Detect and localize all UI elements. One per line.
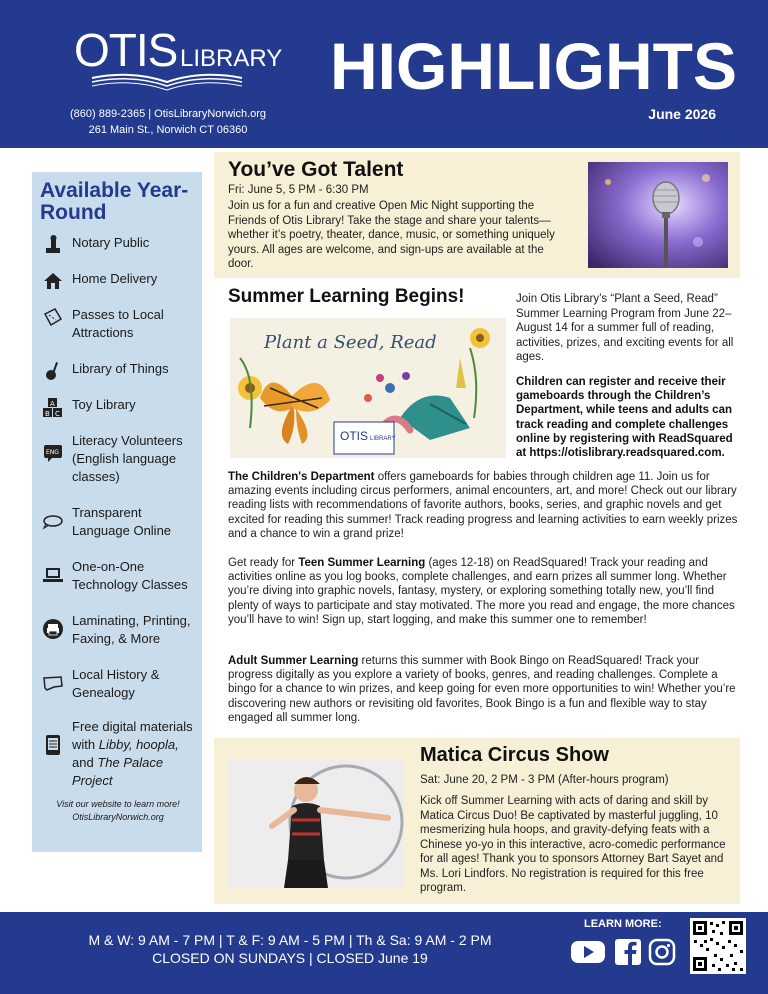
sidebar-item-technology-classes (40, 558, 200, 594)
page-title: HIGHLIGHTS (330, 29, 737, 103)
otis-library-logo[interactable] (72, 22, 283, 102)
learn-more-label: LEARN MORE: (584, 918, 662, 930)
svg-text:ENG: ENG (46, 449, 59, 456)
sidebar-item-notary (40, 234, 200, 256)
abc-blocks-icon (40, 396, 66, 418)
guitar-icon (40, 360, 66, 382)
talent-event-card (214, 152, 740, 278)
printer-icon (40, 618, 66, 640)
adult-summer-paragraph: Adult Summer Learning returns this summer with Book Bingo on ReadSquared! Track your progress digitally as you explore a variety of books, genres, and reading challenges. Complete a bingo for a chance to win prizes, and keep going for even more opportunities to win! Whether you’re discovering new authors or revisiting old favorites, Book Bingo is a fun and flexible way to stay engaged all summer long. (228, 655, 736, 724)
sidebar-item-local-history (40, 666, 200, 702)
matica-datetime: Sat: June 20, 2 PM - 3 PM (After-hours program) (420, 774, 669, 786)
sidebar-item-toy-library (40, 396, 200, 418)
sidebar-website-note[interactable]: Visit our website to learn more! OtisLibraryNorwich.org (56, 799, 180, 822)
sidebar-item-label: Local History & Genealogy (72, 667, 160, 700)
house-icon (40, 270, 66, 292)
contact-info (60, 106, 276, 138)
svg-text:C: C (55, 410, 60, 418)
sidebar-item-library-of-things (40, 360, 200, 382)
summer-learning-title: Summer Learning Begins! (228, 286, 465, 307)
sidebar-title: Available Year-Round (40, 179, 189, 224)
footer-banner (0, 912, 768, 994)
matica-title: Matica Circus Show (420, 744, 609, 766)
sidebar-item-label: Laminating, Printing, Faxing, & More (72, 613, 191, 646)
connecticut-map-icon (40, 672, 66, 694)
logo-main-text: OTIS (74, 24, 178, 76)
header-banner (0, 0, 768, 148)
matica-event-card (214, 738, 740, 904)
sidebar-item-literacy-volunteers (40, 432, 200, 486)
sidebar-item-label: Literacy Volunteers (English language classes) (72, 433, 183, 484)
summer-registration-info: Children can register and receive their gameboards through the Children’s Department, while teens and adults can track reading and complete challenges online by registering with ReadSquared at https://otislibrary.readsquared.com. (516, 376, 733, 460)
sidebar-item-label: Home Delivery (72, 271, 158, 286)
sidebar-item-label: Free digital materials with Libby, hoopla, and The Palace Project (72, 719, 193, 788)
sidebar-item-laminating-printing (40, 612, 200, 648)
hours-line-2: CLOSED ON SUNDAYS | CLOSED June 19 (152, 950, 428, 966)
art-title-text: Plant a Seed, Read (264, 332, 437, 353)
teen-lead: Teen Summer Learning (298, 557, 426, 569)
plant-a-seed-read-artwork (230, 318, 506, 458)
sidebar-item-digital-materials (40, 718, 200, 790)
facebook-icon[interactable] (614, 938, 642, 966)
eng-speech-bubble-icon (40, 442, 66, 464)
logo-sub-text: LIBRARY (180, 45, 283, 72)
sidebar-item-home-delivery (40, 270, 200, 292)
adult-lead: Adult Summer Learning (228, 655, 359, 667)
available-year-round-sidebar (32, 172, 202, 852)
youtube-icon[interactable] (570, 938, 598, 966)
sidebar-item-label: Library of Things (72, 361, 169, 376)
instagram-icon[interactable] (648, 938, 676, 966)
sidebar-item-passes (40, 306, 200, 342)
qr-code[interactable] (690, 918, 746, 974)
contact-address: 261 Main St., Norwich CT 06360 (88, 124, 248, 136)
ticket-icon (40, 306, 66, 328)
summer-intro: Join Otis Library’s “Plant a Seed, Read” Summer Learning Program from June 22–August 14 for a summer full of reading, activities, prizes, and exciting events for all ages. (516, 293, 734, 363)
childrens-department-paragraph: The Children's Department offers gameboards for babies through children age 11. Join us for amazing events including circus performers, animal encounters, art, and more! Check out our library reading lists with recommendations of favorite authors, books, series, and graphic novels and get excited for reading this summer! Track reading progress and learning activities to earn weekly prizes and a chance to win a grand prize! (228, 471, 738, 540)
sidebar-item-label: One-on-One Technology Classes (72, 559, 188, 592)
talent-title: You’ve Got Talent (228, 158, 404, 181)
teen-summer-paragraph: Get ready for Teen Summer Learning (ages 12-18) on ReadSquared! Track your reading and activities online as you log books, complete challenges, and earn prizes all summer long. Whether you’re diving into graphic novels, fantasy, mystery, or exploring something totally new, you’ll find plenty of ways to participate and stay motivated. The more you read and engage, the more chances you’ll have to win! Sign up, start logging, and make this summer one to remember! (228, 557, 735, 626)
circus-performer-photo (228, 760, 404, 888)
sidebar-item-transparent-language (40, 504, 200, 540)
sidebar-item-label: Notary Public (72, 235, 150, 250)
svg-text:B: B (45, 410, 50, 418)
speech-bubbles-icon (40, 510, 66, 532)
notary-stamp-icon (40, 234, 66, 256)
talent-description: Join us for a fun and creative Open Mic Night supporting the Friends of Otis Library! Take the stage and share your talents—whether it’s poetry, theater, dance, music, or something uniquely yours. All ages are welcome, and sign-ups are available at the door. (228, 200, 555, 270)
laptop-icon (40, 564, 66, 586)
matica-description: Kick off Summer Learning with acts of daring and skill by Matica Circus Duo! Be captivated by masterful juggling, 10 mesmerizing hula hoops, and gravity-defying feats with a Chinese yo-yo in this interactive, acro-comedic performance for all ages! Thank you to sponsors Attorney Bart Sayet and Ms. Lori Lindfors. No registration is required for this free program. (420, 795, 726, 894)
microphone-photo (588, 162, 728, 268)
svg-text:A: A (50, 400, 55, 408)
talent-datetime: Fri: June 5, 5 PM - 6:30 PM (228, 184, 369, 196)
childrens-lead: The Children's Department (228, 471, 375, 483)
art-logo-sub: LIBRARY (370, 436, 396, 442)
art-logo-main: OTIS (340, 429, 369, 443)
issue-date: June 2026 (648, 106, 716, 122)
sidebar-item-label: Passes to Local Attractions (72, 307, 164, 340)
hours-line-1: M & W: 9 AM - 7 PM | T & F: 9 AM - 5 PM | Th & Sa: 9 AM - 2 PM (88, 932, 492, 948)
sidebar-item-label: Transparent Language Online (72, 505, 172, 538)
ereader-icon (40, 734, 66, 756)
contact-phone-web[interactable]: (860) 889-2365 | OtisLibraryNorwich.org (69, 108, 267, 120)
sidebar-item-label: Toy Library (72, 397, 136, 412)
